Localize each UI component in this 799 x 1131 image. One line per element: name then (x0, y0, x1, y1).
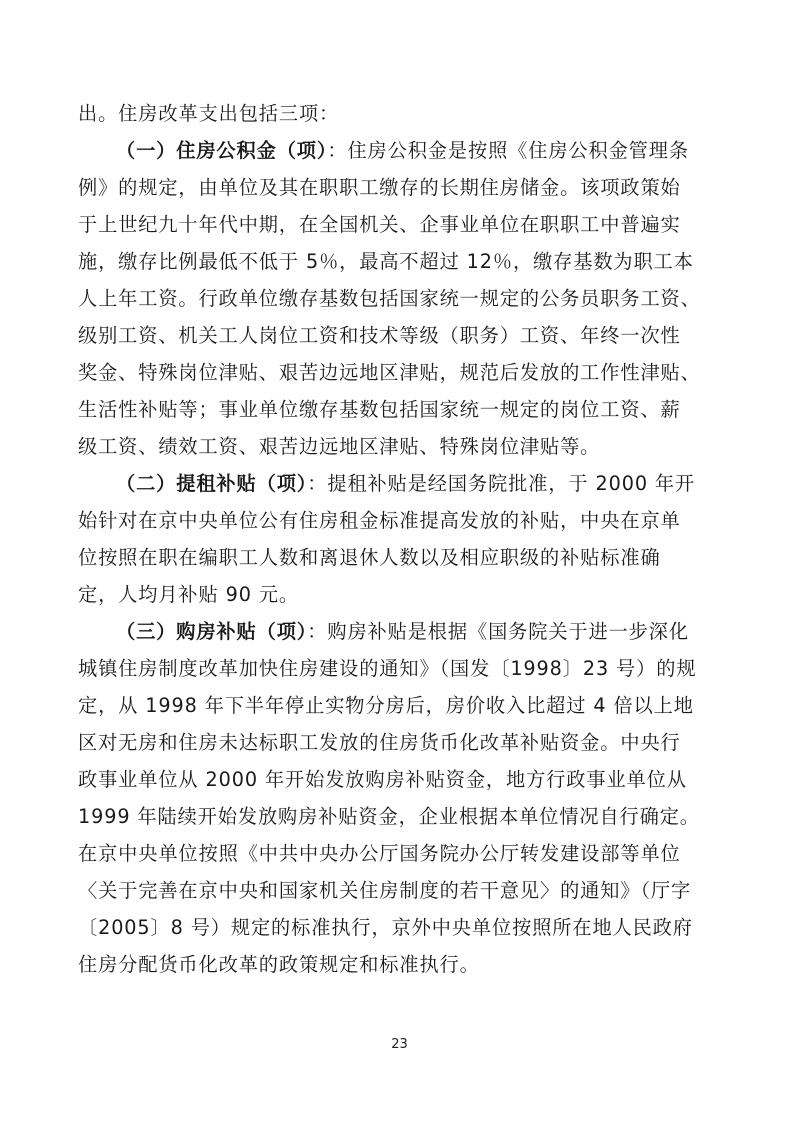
text-line: 住房分配货币化改革的政策规定和标准执行。 (78, 953, 480, 976)
text-line: 始针对在京中央单位公有住房租金标准提高发放的补贴，中央在京单 (78, 509, 681, 532)
text-line: 城镇住房制度改革加快住房建设的通知》（国发〔1998〕23 号）的规 (78, 657, 697, 680)
text-run: ：购房补贴是根据《国务院关于进一步深化 (307, 620, 689, 643)
text-line: 〔2005〕8 号）规定的标准执行，京外中央单位按照所在地人民政府 (78, 916, 693, 939)
text-line: 出。住房改革支出包括三项： (78, 102, 340, 125)
text-line: 人上年工资。行政单位缴存基数包括国家统一规定的公务员职务工资、 (78, 287, 701, 310)
page-number: 23 (391, 1037, 408, 1052)
text-line: 1999 年陆续开始发放购房补贴资金，企业根据本单位情况自行确定。 (78, 805, 700, 828)
text-line: 〈关于完善在京中央和国家机关住房制度的若干意见〉的通知》（厅字 (78, 879, 692, 902)
text-line: 位按照在职在编职工人数和离退休人数以及相应职级的补贴标准确 (78, 546, 661, 569)
text-run: ：提租补贴是经国务院批准，于 2000 年开 (307, 472, 696, 495)
text-line: 在京中央单位按照《中共中央办公厅国务院办公厅转发建设部等单位 (78, 842, 681, 865)
section-3-heading-line (78, 613, 723, 650)
section-heading: （二）提租补贴（项） (116, 472, 308, 495)
text-line: 例》的规定，由单位及其在职职工缴存的长期住房储金。该项政策始 (78, 176, 681, 199)
text-line: 级别工资、机关工人岗位工资和技术等级（职务）工资、年终一次性 (78, 324, 681, 347)
text-line: 奖金、特殊岗位津贴、艰苦边远地区津贴，规范后发放的工作性津贴、 (78, 361, 701, 384)
section-2-heading-line (78, 465, 723, 502)
text-line: 政事业单位从 2000 年开始发放购房补贴资金，地方行政事业单位从 (78, 768, 687, 791)
text-line: 定，从 1998 年下半年停止实物分房后，房价收入比超过 4 倍以上地 (78, 694, 694, 717)
text-line: 级工资、绩效工资、艰苦边远地区津贴、特殊岗位津贴等。 (78, 435, 601, 458)
section-1-heading-line (78, 132, 723, 169)
text-run: ：住房公积金是按照《住房公积金管理条 (327, 139, 689, 162)
text-line: 定，人均月补贴 90 元。 (78, 583, 300, 606)
section-heading: （一）住房公积金（项） (116, 139, 328, 162)
section-heading: （三）购房补贴（项） (116, 620, 308, 643)
text-line: 生活性补贴等；事业单位缴存基数包括国家统一规定的岗位工资、薪 (78, 398, 681, 421)
text-line: 施，缴存比例最低不低于 5％，最高不超过 12％，缴存基数为职工本 (78, 250, 694, 273)
body-text (78, 95, 723, 983)
text-line: 区对无房和住房未达标职工发放的住房货币化改革补贴资金。中央行 (78, 731, 681, 754)
text-line: 于上世纪九十年代中期，在全国机关、企事业单位在职职工中普遍实 (78, 213, 681, 236)
